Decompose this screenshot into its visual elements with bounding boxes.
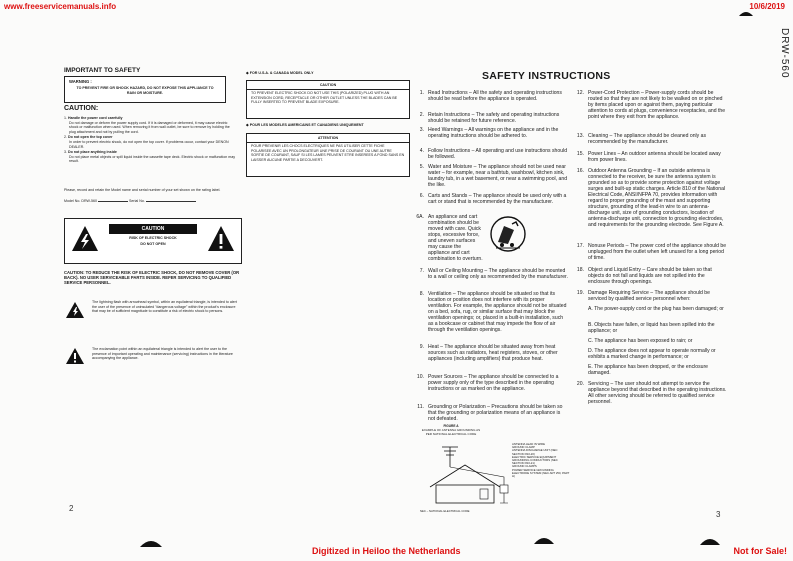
- caution-item: 2. Do not open the top cover In order to prevent electric shock, do not open the top cover. If problems occur, contact your DENON DEALER.: [64, 135, 229, 149]
- usa-caution-box: [246, 80, 410, 119]
- damage-sub-item: D. The appliance does not appear to operate normally or exhibits a marked change in performance; or: [588, 348, 716, 360]
- damage-sub-item: A. The power-supply cord or the plug has been damaged; or: [588, 306, 724, 312]
- caution-label-line1: RISK OF ELECTRIC SHOCK: [129, 236, 177, 240]
- figure-a: [420, 425, 570, 515]
- date-stamp: 10/6/2019: [749, 2, 785, 11]
- cart-warning-icon: [490, 214, 526, 254]
- damage-sub-item: B. Objects have fallen, or liquid has been spilled into the appliance; or: [588, 322, 715, 334]
- exclamation-explanation: The exclamation point within an equilateral triangle is intended to alert the user to the presence of important operating and maintenance (servicing) instructions in the literature accompanying the appliance.: [92, 347, 233, 361]
- exclamation-triangle-icon: [207, 225, 235, 253]
- model-serial-line: [64, 199, 236, 204]
- safety-instructions-title: SAFETY INSTRUCTIONS: [482, 70, 611, 82]
- fr-heading: ◆ POUR LES MODELES AMERICAINS ET CANADIENS UNIQUEMENT: [246, 123, 364, 127]
- lightning-small-icon: [66, 302, 84, 318]
- usa-heading: ◆ FOR U.S.A. & CANADA MODEL ONLY: [246, 71, 314, 75]
- caution-item: 1. Handle the power cord carefully Do not damage or deform the power supply cord. If it is damaged or deformed, it may cause electric shock or malfunction when used. When removing it from wall outlet, be sure to remove by holding the plug attachment and not by pulling the cord.: [64, 116, 230, 134]
- caution-item: 3. Do not place anything inside Do not place metal objects or spill liquid inside the cassette tape deck. Electric shock or malfunction may result.: [64, 150, 235, 164]
- figure-nec-note: NEC – NATIONAL ELECTRICAL CODE: [420, 509, 470, 513]
- caution-label-graphic: [64, 218, 242, 264]
- caution-label-line2: DO NOT OPEN: [140, 242, 166, 246]
- damage-sub-item: E. The appliance has been dropped, or the enclosure damaged.: [588, 364, 708, 376]
- model-no: Model No. DRW-560: [64, 199, 98, 203]
- binder-mark-mid: [534, 534, 554, 544]
- lightning-explanation: The lightning flash with arrowhead symbol, within an equilateral triangle, is intended to alert the user of the presence of uninsulated "dangerous voltage" within the product's enclosure that may be of sufficient magnitude to constitute a risk of electric shock to persons.: [92, 300, 237, 314]
- figure-title: FIGURE A: [443, 424, 459, 428]
- digitized-note: Digitized in Heiloo the Netherlands: [312, 546, 461, 556]
- serial-no: Serial No.: [129, 199, 145, 203]
- fr-attention-title: ATTENTION: [317, 136, 339, 140]
- record-note: Please, record and retain the Model name and serial number of your set shown on the rating label.: [64, 188, 221, 192]
- warning-label: WARNING :: [69, 79, 92, 84]
- side-model-label: DRW-560: [779, 28, 790, 79]
- binder-mark-left: [140, 537, 162, 547]
- binder-mark-top: [739, 8, 753, 16]
- caution-heading: CAUTION:: [64, 105, 99, 112]
- fr-attention-text: POUR PREVENIR LES CHOCS ELECTRIQUES NE PAS UTILISER CETTE FICHE POLARISEE AVEC UN PROLONGATEUR UNE PRISE DE COURANT OU UNE AUTRE SORTIE DE COURANT, SAUF SI LES LAMES PEUVENT ETRE INSEREES A FOND SANS EN LAISSER AUCUNE PARTIE A DECOUVERT.: [251, 144, 405, 162]
- binder-mark-right: [700, 535, 720, 545]
- warning-box: [64, 76, 226, 103]
- usa-caution-title: CAUTION: [319, 83, 337, 87]
- caution-list: [64, 116, 236, 164]
- usa-caution-text: TO PREVENT ELECTRIC SHOCK DO NOT USE THIS (POLARIZED) PLUG WITH AN EXTENSION CORD, RECEPTACLE OR OTHER OUTLET UNLESS THE BLADES CAN BE FULLY INSERTED TO PREVENT BLADE EXPOSURE.: [251, 91, 398, 105]
- fr-attention-box: [246, 133, 410, 177]
- lightning-triangle-icon: [71, 225, 99, 253]
- not-for-sale-note: Not for Sale!: [733, 546, 787, 556]
- figure-subtitle: EXAMPLE OF ANTENNA GROUNDING AS PER NATIONAL ELECTRICAL CODE: [421, 428, 481, 436]
- page-number-left: 2: [69, 504, 74, 513]
- site-url[interactable]: www.freeservicemanuals.info: [4, 2, 117, 11]
- caution-statement: CAUTION: TO REDUCE THE RISK OF ELECTRIC SHOCK, DO NOT REMOVE COVER (OR BACK). NO USER SERVICEABLE PARTS INSIDE. REFER SERVICING TO QUALIFIED SERVICE PERSONNEL.: [64, 270, 240, 286]
- caution-label-title: CAUTION: [109, 224, 197, 234]
- important-safety-title: IMPORTANT TO SAFETY: [64, 67, 141, 74]
- damage-sub-item: C. The appliance has been exposed to rain; or: [588, 338, 693, 344]
- exclamation-small-icon: [66, 348, 84, 364]
- figure-labels: ANTENNA LEAD IN WIRE GROUND CLAMP ANTENNA DISCHARGE UNIT (NEC SECTION 810-20) ELECTRIC SERVICE EQUIPMENT GROUNDING CONDUCTORS (NEC SECTION 810-21) GROUND CLAMPS POWER SERVICE GROUNDING ELECTRODE SYSTEM (NEC ART 250, PART H): [512, 442, 570, 479]
- page-number-right: 3: [716, 510, 721, 519]
- warning-text: TO PREVENT FIRE OR SHOCK HAZARD, DO NOT EXPOSE THIS APPLIANCE TO RAIN OR MOISTURE.: [76, 86, 214, 95]
